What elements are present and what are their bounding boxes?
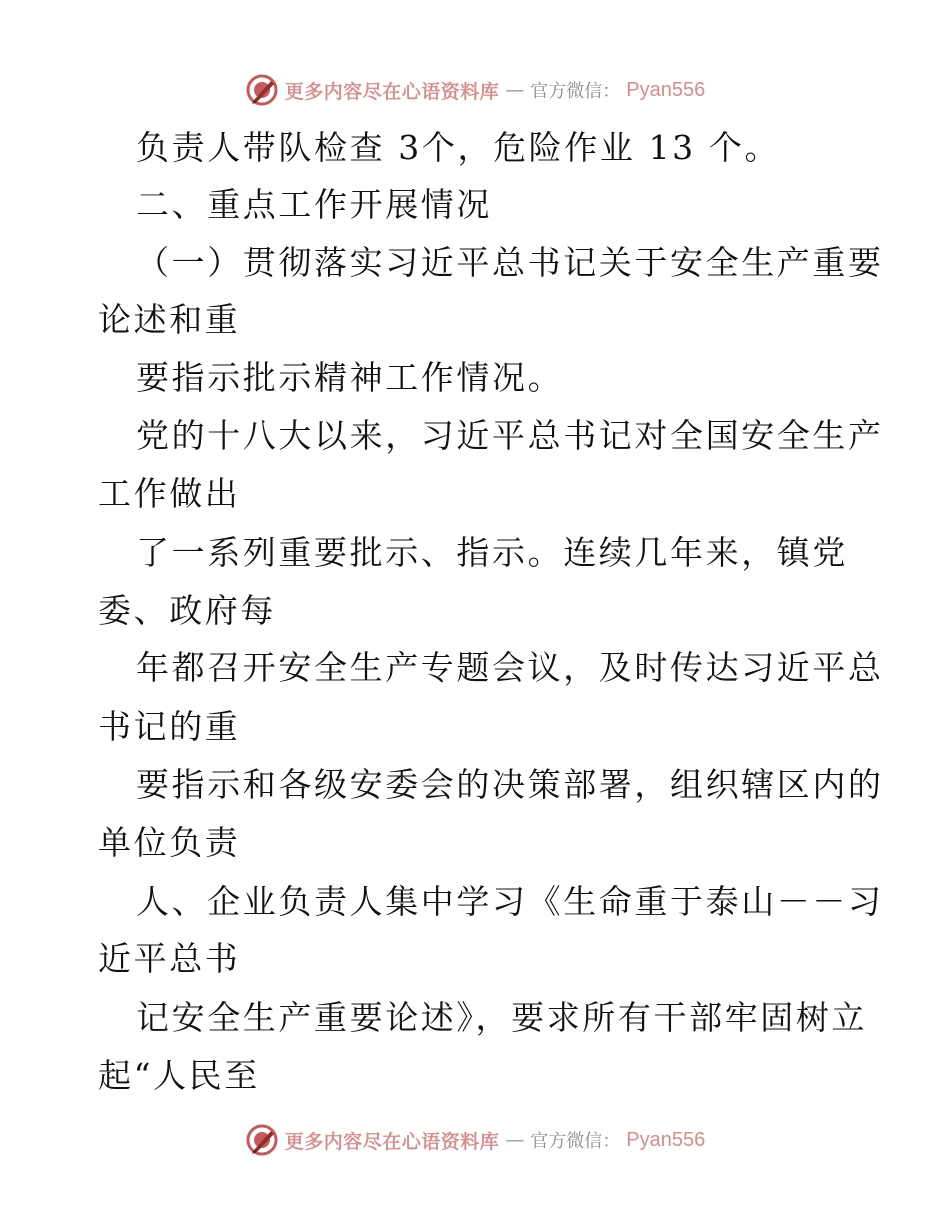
watermark-wechat-id: Pyan556 — [626, 78, 706, 101]
watermark-separator: — — [505, 1129, 525, 1151]
text-line-13: 单位负责 — [98, 823, 241, 862]
pen-logo-icon — [245, 1123, 279, 1157]
watermark-separator: — — [505, 79, 525, 101]
text-line-17: 起“人民至 — [98, 1056, 260, 1095]
text-line-8: 了一系列重要批示、指示。连续几年来，镇党 — [136, 533, 848, 572]
subsection-heading: （一）贯彻落实习近平总书记关于安全生产重要 — [136, 243, 884, 282]
footer-watermark — [0, 1120, 950, 1160]
text-line-12: 要指示和各级安委会的决策部署，组织辖区内的 — [136, 765, 884, 804]
header-watermark — [0, 70, 950, 110]
text-line-5: 要指示批示精神工作情况。 — [136, 358, 564, 397]
watermark-official-label: 官方微信： — [530, 1131, 621, 1152]
text-line-7: 工作做出 — [98, 474, 241, 513]
text-line-16: 记安全生产重要论述》，要求所有干部牢固树立 — [136, 998, 868, 1037]
watermark-wechat-id: Pyan556 — [626, 1128, 706, 1151]
text-line-1: 负责人带队检查 3个，危险作业 13 个。 — [136, 128, 781, 167]
text-line-15: 近平总书 — [98, 939, 241, 978]
pen-logo-icon — [245, 73, 279, 107]
text-line-10: 年都召开安全生产专题会议，及时传达习近平总 — [136, 648, 884, 687]
watermark-official-label: 官方微信： — [530, 81, 621, 102]
text-line-9: 委、政府每 — [98, 591, 276, 630]
text-line-6: 党的十八大以来，习近平总书记对全国安全生产 — [136, 416, 884, 455]
text-line-4: 论述和重 — [98, 300, 241, 339]
text-line-14: 人、企业负责人集中学习《生命重于泰山－－习 — [136, 882, 884, 921]
section-heading: 二、重点工作开展情况 — [136, 185, 492, 224]
text-line-11: 书记的重 — [98, 707, 241, 746]
watermark-brand-text: 更多内容尽在心语资料库 — [284, 80, 500, 103]
watermark-brand-text: 更多内容尽在心语资料库 — [284, 1130, 500, 1153]
